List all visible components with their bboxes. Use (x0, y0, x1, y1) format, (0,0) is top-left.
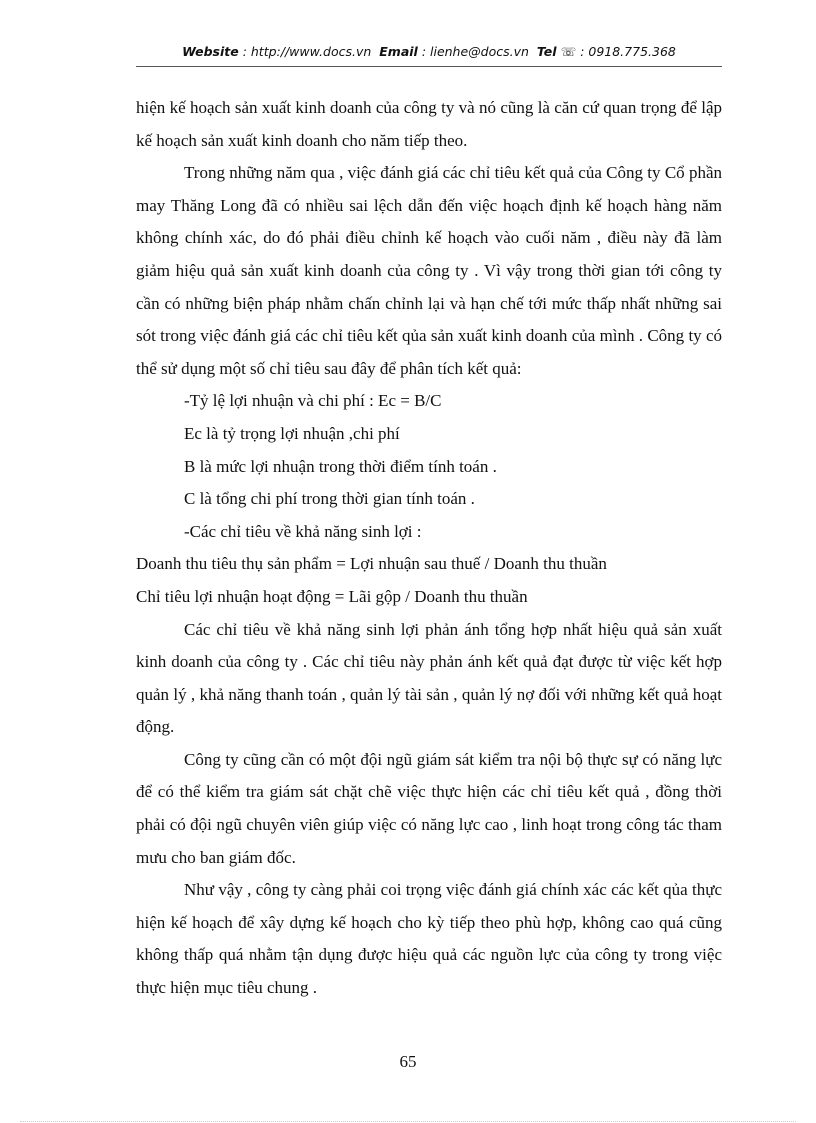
paragraph: Các chỉ tiêu về khả năng sinh lợi phản ánh tổng hợp nhất hiệu quả sản xuất kinh doanh của công ty . Các chỉ tiêu này phản ánh kết quả đạt được từ việc kết hợp quản lý , khả năng thanh toán , quản lý tài sản , quản lý nợ đối với những kết quả hoạt động. (136, 619, 722, 737)
formula-line: C là tổng chi phí trong thời gian tính toán . (184, 489, 475, 509)
page-number: 65 (399, 1052, 417, 1071)
formula-line: Chỉ tiêu lợi nhuận hoạt động = Lãi gộp / Doanh thu thuần (136, 586, 528, 606)
formula-line: Doanh thu tiêu thụ sản phẩm = Lợi nhuận sau thuế / Doanh thu thuần (136, 554, 607, 574)
tel-label: Tel (536, 44, 557, 59)
document-body (136, 92, 722, 1005)
footer-divider (20, 1121, 796, 1122)
formula-line: -Tỷ lệ lợi nhuận và chi phí : Ec = B/C (184, 391, 442, 411)
formula-line: Ec là tỷ trọng lợi nhuận ,chi phí (184, 423, 400, 443)
header-divider (136, 66, 722, 67)
email-label: Email (379, 44, 418, 59)
paragraph: Công ty cũng cần có một đội ngũ giám sát kiểm tra nội bộ thực sự có năng lực để có thể kiểm tra giám sát chặt chẽ việc thực hiện các chỉ tiêu kết quả , đồng thời phải có đội ngũ chuyên viên giúp việc có năng lực cao , linh hoạt trong công tác tham mưu cho ban giám đốc. (136, 749, 722, 867)
paragraph: Như vậy , công ty càng phải coi trọng việc đánh giá chính xác các kết qủa thực hiện kế hoạch để xây dựng kế hoạch cho kỳ tiếp theo phù hợp, không cao quá cũng không thấp quá nhằm tận dụng được hiệu quả các nguồn lực của công ty trong việc thực hiện mục tiêu chung . (136, 880, 722, 998)
paragraph-continuation: hiện kế hoạch sản xuất kinh doanh của công ty và nó cũng là căn cứ quan trọng để lập kế hoạch sản xuất kinh doanh cho năm tiếp theo. (136, 98, 722, 150)
email-value: : lienhe@docs.vn (421, 44, 529, 59)
website-value: : http://www.docs.vn (242, 44, 372, 59)
formula-line: B là mức lợi nhuận trong thời điểm tính toán . (184, 456, 497, 476)
paragraph: Trong những năm qua , việc đánh giá các chỉ tiêu kết quả của Công ty Cổ phần may Thăng Long đã có nhiều sai lệch dẫn đến việc hoạch định kế hoạch hàng năm không chính xác, do đó phải điều chỉnh kế hoạch vào cuối năm , điều này đã làm giảm hiệu quả sản xuất kinh doanh của công ty . Vì vậy trong thời gian tới công ty cần có những biện pháp nhằm chấn chỉnh lại và hạn chế tới mức thấp nhất những sai sót trong việc đánh giá các chỉ tiêu kết qủa sản xuất kinh doanh của mình . Công ty có thể sử dụng một số chỉ tiêu sau đây để phân tích kết quả: (136, 163, 722, 378)
formula-line: -Các chỉ tiêu về khả năng sinh lợi : (184, 521, 422, 541)
telephone-icon: ☏ (560, 44, 577, 59)
website-label: Website (182, 44, 239, 59)
page-header (136, 44, 722, 59)
tel-value: : 0918.775.368 (580, 44, 676, 59)
